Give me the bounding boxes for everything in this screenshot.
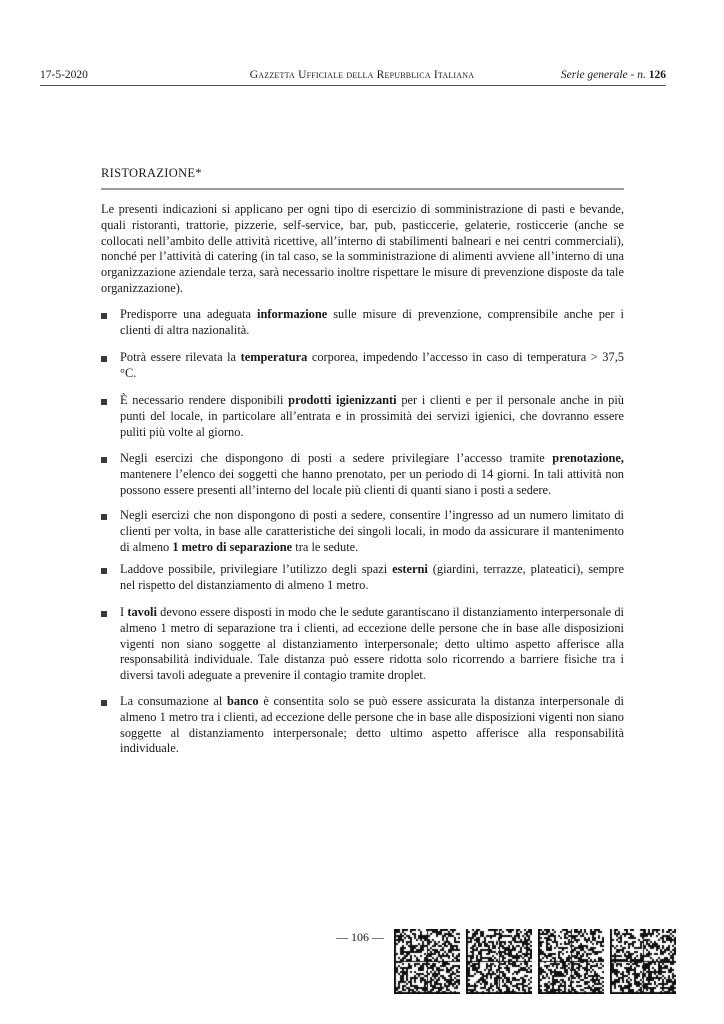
list-item: È necessario rendere disponibili prodotti igienizzanti per i clienti e per il personale anche in più punti del locale, in particolare all’entrata e in prossimità dei servizi igienici, che dovranno essere puliti più volte al giorno.: [120, 393, 625, 439]
bullet-marker: [101, 399, 107, 405]
list-item: Potrà essere rilevata la temperatura corporea, impedendo l’accesso in caso di temperatura > 37,5 °C.: [120, 350, 624, 380]
list-item: La consumazione al banco è consentita solo se può essere assicurata la distanza interpersonale di almeno 1 metro tra i clienti, ad eccezione delle persone che in base alle disposizioni vigenti non siano soggette al distanziamento interpersonale; detto ultimo aspetto afferisce alla responsabilità individuale.: [120, 694, 624, 756]
list-item: Laddove possibile, privilegiare l’utilizzo degli spazi esterni (giardini, terrazze, plateatici), sempre nel rispetto del distanziamento di almeno 1 metro.: [120, 562, 624, 592]
section-divider: [101, 188, 624, 190]
intro-paragraph: Le presenti indicazioni si applicano per ogni tipo di esercizio di somministrazione di pasti e bevande, quali ristoranti, trattorie, pizzerie, self-service, bar, pub, pasticcerie, gelaterie, rosticcerie (anche se collocati nell’ambito delle attività ricettive, all’interno di stabilimenti balneari e nei centri commerciali), nonché per l’attività di catering (in tal caso, se la somministrazione di alimenti avviene all’interno di una organizzazione aziendale terza, sarà necessario inoltre rispettare le misure di prevenzione disposte da tale organizzazione).: [101, 202, 624, 295]
header-series-label: Serie generale - n.: [560, 69, 646, 81]
list-item: I tavoli devono essere disposti in modo che le sedute garantiscano il distanziamento interpersonale di almeno 1 metro di separazione tra i clienti, ad eccezione delle persone che in base alle disposizioni vigenti non siano soggette al distanziamento interpersonale; detto ultimo aspetto afferisce alla responsabilità individuale. Tale distanza può essere ridotta solo ricorrendo a barriere fisiche tra i diversi tavoli adeguate a prevenire il contagio tramite droplet.: [120, 605, 624, 683]
datamatrix-code-icon: [610, 929, 676, 994]
bullet-marker: [101, 611, 107, 617]
header-series: [561, 68, 666, 82]
page-number: — 106 —: [336, 930, 384, 944]
list-item: Negli esercizi che non dispongono di posti a sedere, consentire l’ingresso ad un numero limitato di clienti per volta, in base alle caratteristiche dei singoli locali, in modo da assicurare il mantenimento di almeno 1 metro di separazione tra le sedute.: [120, 508, 624, 554]
list-item: Negli esercizi che dispongono di posti a sedere privilegiare l’accesso tramite prenotazione, mantenere l’elenco dei soggetti che hanno prenotato, per un periodo di 14 giorni. In tali attività non possono essere presenti all’interno del locale più clienti di quanti siano i posti a sedere.: [120, 451, 624, 497]
datamatrix-code-icon: [466, 929, 532, 994]
bullet-marker: [101, 700, 107, 706]
datamatrix-codes: [394, 929, 672, 994]
header-title: Gazzetta Ufficiale della Repubblica Italiana: [249, 69, 475, 81]
bullet-marker: [101, 568, 107, 574]
header-series-number: 126: [648, 69, 666, 81]
datamatrix-code-icon: [394, 929, 460, 994]
bullet-marker: [101, 313, 107, 319]
list-item: Predisporre una adeguata informazione sulle misure di prevenzione, comprensibile anche per i clienti di altra nazionalità.: [120, 307, 624, 337]
header-date: 17-5-2020: [40, 69, 88, 81]
header-divider: [40, 85, 666, 86]
bullet-marker: [101, 514, 107, 520]
datamatrix-code-icon: [538, 929, 604, 994]
section-title: RISTORAZIONE*: [101, 166, 202, 180]
bullet-marker: [101, 457, 107, 463]
bullet-marker: [101, 356, 107, 362]
